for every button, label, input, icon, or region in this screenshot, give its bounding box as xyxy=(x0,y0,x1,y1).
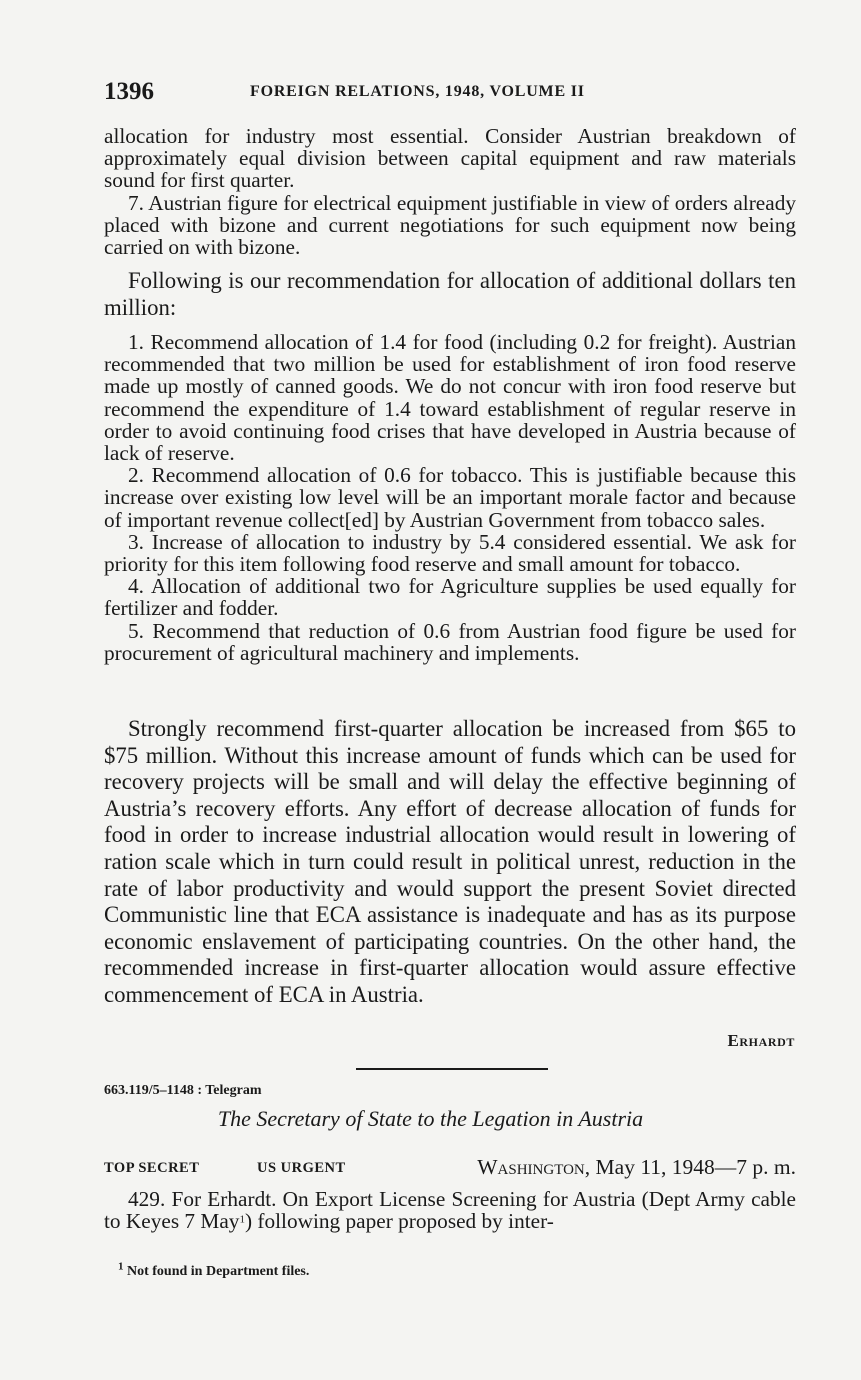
page-number: 1396 xyxy=(104,78,154,105)
recommendation-3: 3. Increase of allocation to industry by 5.4 considered essential. We ask for priority for this item following food reserve and small amount for tobacco. xyxy=(104,529,796,577)
telegram-text-end: ) following paper proposed by inter- xyxy=(244,1209,554,1234)
strongly-recommend-paragraph: Strongly recommend first-quarter allocation be increased from $65 to $75 million. Without this increase amount of funds which can be used for recovery projects will be small and will delay the effective beginning of Austria’s recovery efforts. Any effort of decrease allocation of funds for food in order to increase industrial allocation would result in lowering of ration scale which in turn could result in political unrest, reduction in the rate of labor productivity and would support the present Soviet directed Communistic line that ECA assistance is inadequate and has as its purpose economic enslavement of participating countries. On the other hand, the recommended increase in first-quarter allocation would assure effective commencement of ECA in Austria. xyxy=(104,716,796,1007)
page-header xyxy=(104,78,794,110)
classification-label: TOP SECRET xyxy=(104,1160,200,1176)
place-name: Washington xyxy=(477,1155,585,1179)
recommendation-4: 4. Allocation of additional two for Agriculture supplies be used equally for fertilizer and fodder. xyxy=(104,574,796,621)
recommendation-5: 5. Recommend that reduction of 0.6 from Austrian food figure be used for procurement of agricultural machinery and implements. xyxy=(104,618,796,665)
recommendation-1: 1. Recommend allocation of 1.4 for food (including 0.2 for freight). Austrian recommended that two million be used for establishment of iron food reserve made up mostly of canned goods. We do not concur with iron food reserve but recommend the expenditure of 1.4 toward establishment of regular reserve in order to avoid continuing food crises that have developed in Austria because of lack of reserve. xyxy=(104,330,796,466)
continued-paragraph: allocation for industry most essential. Consider Austrian breakdown of approximately equal division between capital equipment and raw materials sound for first quarter. xyxy=(104,124,796,193)
document-title: The Secretary of State to the Legation in Austria xyxy=(217,1106,644,1131)
running-title: FOREIGN RELATIONS, 1948, VOLUME II xyxy=(250,83,585,100)
footnote-marker: 1 xyxy=(118,1260,124,1273)
telegram-text-start: 429. For Erhardt. On Export License Screening for Austria (Dept Army cable to Keyes 7 May xyxy=(104,1187,796,1234)
footnote-reference[interactable]: 1 xyxy=(239,1213,245,1226)
following-paragraph: Following is our recommendation for allocation of additional dollars ten million: xyxy=(104,268,796,320)
telegram-body-upper xyxy=(104,125,796,258)
telegram-heading xyxy=(104,1155,796,1181)
telegram-429-block xyxy=(104,1188,796,1232)
telegram-429-text xyxy=(104,1188,796,1232)
section-divider xyxy=(356,1068,548,1070)
footnote xyxy=(118,1260,310,1280)
date-time: , May 11, 1948—7 p. m. xyxy=(584,1155,796,1179)
urgency-label: US URGENT xyxy=(257,1160,346,1176)
recommendation-intro xyxy=(104,268,796,321)
signature: Erhardt xyxy=(727,1031,795,1050)
closing-paragraph-block xyxy=(104,716,796,1009)
recommendation-2: 2. Recommend allocation of 0.6 for tobacco. This is justifiable because this increase over existing low level will be an important morale factor and because of important revenue collect[ed] by Austrian Government from tobacco sales. xyxy=(104,463,796,532)
recommendation-list xyxy=(104,331,796,664)
paragraph-7: 7. Austrian figure for electrical equipment justifiable in view of orders already placed with bizone and current negotiations for such equipment now being carried on with bizone. xyxy=(104,190,796,260)
file-number: 663.119/5–1148 : Telegram xyxy=(104,1083,262,1098)
footnote-text: Not found in Department files. xyxy=(123,1264,310,1279)
dateline xyxy=(477,1155,796,1180)
